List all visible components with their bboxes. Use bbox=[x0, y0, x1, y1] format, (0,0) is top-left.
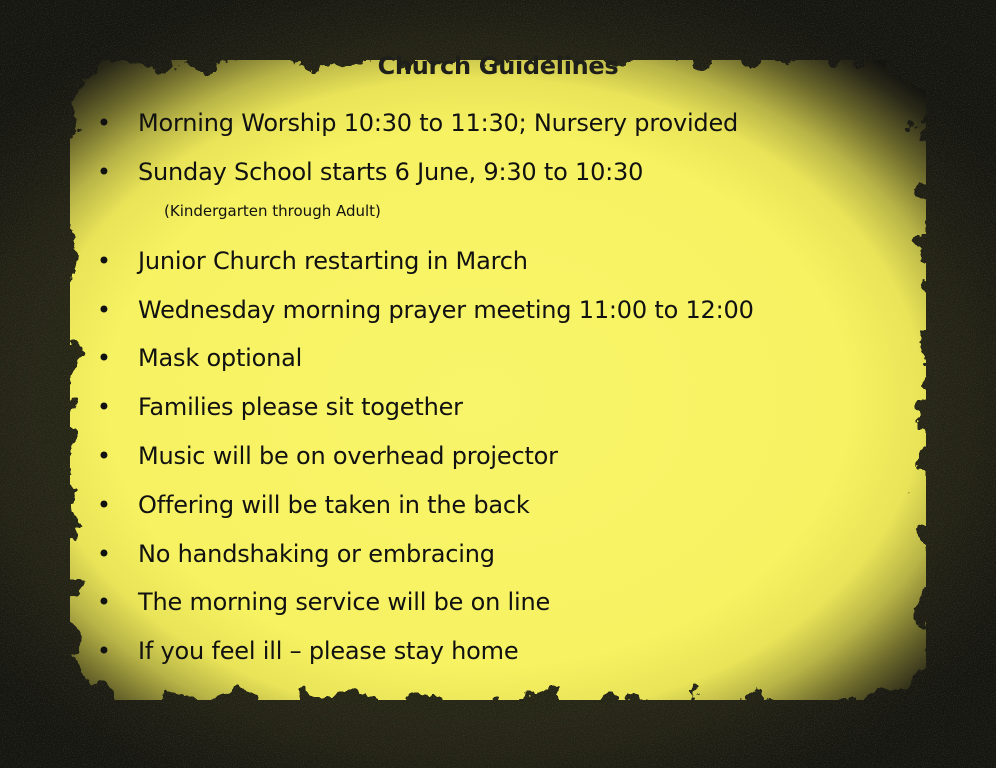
bullet-icon: • bbox=[96, 295, 112, 324]
list-item-text: Wednesday morning prayer meeting 11:00 to 12:00 bbox=[138, 295, 754, 324]
bullet-icon: • bbox=[96, 246, 112, 275]
bullet-icon: • bbox=[96, 441, 112, 470]
list-item-text: Morning Worship 10:30 to 11:30; Nursery provided bbox=[138, 109, 739, 137]
bullet-icon: • bbox=[96, 490, 112, 519]
list-item-text: Junior Church restarting in March bbox=[138, 246, 528, 275]
bullet-icon: • bbox=[96, 539, 112, 568]
bullet-icon: • bbox=[96, 637, 112, 666]
list-item-text: Sunday School starts 6 June, 9:30 to 10:30 bbox=[138, 157, 644, 186]
list-item-text: Music will be on overhead projector bbox=[138, 441, 558, 470]
list-item-text: Mask optional bbox=[138, 344, 303, 373]
list-item-text: Offering will be taken in the back bbox=[138, 490, 530, 519]
list-item-text: The morning service will be on line bbox=[138, 588, 551, 617]
bullet-icon: • bbox=[96, 109, 112, 137]
bullet-icon: • bbox=[96, 344, 112, 373]
bullet-icon: • bbox=[96, 157, 112, 186]
list-item-text: No handshaking or embracing bbox=[138, 539, 495, 568]
list-item-note: (Kindergarten through Adult) bbox=[164, 202, 381, 220]
bullet-icon: • bbox=[96, 588, 112, 617]
bullet-icon: • bbox=[96, 393, 112, 422]
list-item-text: Families please sit together bbox=[138, 393, 463, 422]
page-title: Church Guidelines bbox=[377, 52, 619, 80]
list-item-text: If you feel ill – please stay home bbox=[138, 637, 519, 666]
